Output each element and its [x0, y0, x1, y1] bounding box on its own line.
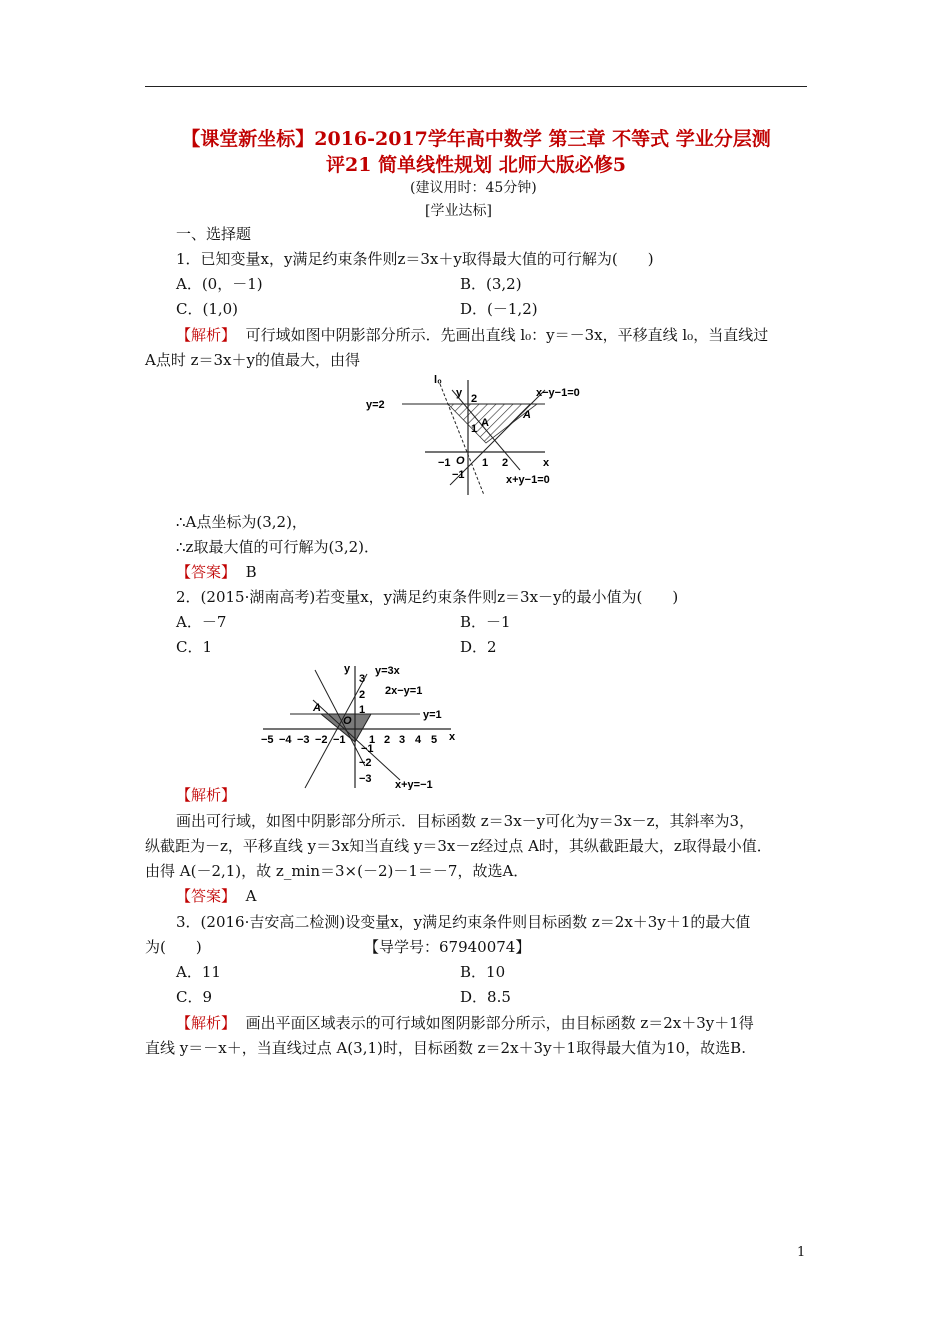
- q1-option-b: B．(3,2): [460, 275, 522, 293]
- q1-tick-x-2: 2: [502, 457, 509, 469]
- q3-option-a: A．11: [176, 963, 221, 981]
- q2-tick-x-neg4: −4: [279, 734, 292, 746]
- q1-analysis-2: A点时 z＝3x＋y的值最大，由得: [145, 351, 360, 369]
- section-heading: 一、选择题: [176, 225, 252, 243]
- q2-label-origin: O: [343, 715, 352, 727]
- q2-option-c: C．1: [176, 638, 213, 656]
- q3-analysis-1: 画出平面区域表示的可行域如图阴影部分所示，由目标函数 z＝2x＋3y＋1得: [245, 1014, 754, 1032]
- q2-analysis-label: [176, 785, 236, 805]
- q1-label-point-a: A: [523, 409, 531, 421]
- q2-answer-row: [176, 886, 256, 906]
- q2-label-2x: 2x−y=1: [385, 685, 423, 697]
- q3-analysis-row: [176, 1013, 754, 1033]
- q1-conclusion-2: ∴z取最大值的可行解为(3,2)．: [176, 538, 380, 556]
- q1-label-y2: y=2: [366, 399, 385, 411]
- q2-label-point-a: A: [313, 702, 321, 714]
- q1-tick-x-1: 1: [482, 457, 489, 469]
- q1-analysis-row: [176, 325, 768, 345]
- q2-tick-x-5: 5: [431, 734, 438, 746]
- q1-label-line-b: x+y−1=0: [506, 474, 550, 486]
- q3-stem-1: 3．(2016·吉安高二检测)设变量x，y满足约束条件则目标函数 z＝2x＋3y＋1的最大值: [176, 913, 751, 931]
- q3-stem-2: 为( ): [145, 938, 202, 956]
- document-title: [140, 126, 812, 178]
- q1-stem: 1．已知变量x，y满足约束条件则z＝3x＋y取得最大值的可行解为( ): [176, 250, 654, 268]
- q1-tick-y-1: 1: [471, 423, 478, 435]
- q2-analysis-3: 由得 A(－2,1)，故 z_min＝3×(－2)－1＝－7，故选A．: [145, 862, 529, 880]
- q2-analysis-tag: 【解析】: [176, 786, 237, 804]
- q1-figure: [360, 370, 600, 500]
- q2-label-y-axis: y: [344, 663, 351, 675]
- page-number: 1: [797, 1245, 806, 1260]
- q1-tick-x-neg1: −1: [438, 457, 451, 469]
- q2-figure: [255, 660, 465, 790]
- q1-option-c: C．(1,0): [176, 300, 239, 318]
- q1-option-d: D．(－1,2): [460, 300, 538, 318]
- q2-tick-x-4: 4: [415, 734, 422, 746]
- q2-answer-label: 【答案】: [176, 887, 237, 905]
- q2-tick-x-3: 3: [399, 734, 406, 746]
- q1-label-origin: O: [456, 455, 465, 467]
- title-line-2: 评21 简单线性规划 北师大版必修5: [326, 154, 626, 176]
- q3-option-d: D．8.5: [460, 988, 511, 1006]
- q1-label-x-axis: x: [543, 457, 550, 469]
- q3-option-b: B．10: [460, 963, 506, 981]
- q1-tick-y-2: 2: [471, 393, 478, 405]
- q2-option-a: A．－7: [176, 613, 227, 631]
- q2-tick-y-neg3: −3: [359, 773, 372, 785]
- q2-tick-x-neg5: −5: [261, 734, 274, 746]
- q3-option-c: C．9: [176, 988, 213, 1006]
- q2-tick-x-neg3: −3: [297, 734, 310, 746]
- q2-tick-x-2: 2: [384, 734, 391, 746]
- q2-tick-y-3: 3: [359, 673, 366, 685]
- section-label: [学业达标]: [425, 203, 492, 219]
- q2-tick-y-2: 2: [359, 689, 366, 701]
- q3-analysis-2: 直线 y＝－x＋，当直线过点 A(3,1)时，目标函数 z＝2x＋3y＋1取得最大值为10，故选B.: [145, 1039, 746, 1057]
- q1-option-a: A．(0，－1): [176, 275, 263, 293]
- q2-tick-y-1: 1: [359, 704, 366, 716]
- q1-answer: B: [245, 563, 257, 581]
- q1-label-line-a: x−y−1=0: [536, 387, 580, 399]
- q1-label-l0: l₀: [434, 374, 443, 386]
- q2-tick-x-neg1: −1: [333, 734, 346, 746]
- q2-tick-y-neg2: −2: [359, 757, 372, 769]
- q1-conclusion-1: ∴A点坐标为(3,2)，: [176, 513, 307, 531]
- q1-analysis-label: 【解析】: [176, 326, 237, 344]
- header-rule: [145, 86, 807, 87]
- q1-analysis-1: 可行域如图中阴影部分所示．先画出直线 l₀：y＝－3x，平移直线 l₀，当直线过: [245, 326, 769, 344]
- q2-tick-y-neg1: −1: [361, 743, 374, 755]
- q2-stem: 2．(2015·湖南高考)若变量x，y满足约束条件则z＝3x－y的最小值为( ): [176, 588, 679, 606]
- time-note: (建议用时：45分钟): [410, 180, 537, 196]
- q2-option-b: B．－1: [460, 613, 511, 631]
- q1-label-point-a-lower: A: [481, 417, 489, 429]
- q2-label-y1: y=1: [423, 709, 442, 721]
- q2-label-sum: x+y=−1: [395, 779, 433, 790]
- q3-analysis-label: 【解析】: [176, 1014, 237, 1032]
- q2-tick-x-1: 1: [369, 734, 376, 746]
- q1-answer-label: 【答案】: [176, 563, 237, 581]
- q2-label-x-axis: x: [449, 731, 456, 743]
- q2-label-3x: y=3x: [375, 665, 400, 677]
- q3-guide-number: 【导学号：67940074】: [364, 938, 531, 956]
- q2-answer: A: [245, 887, 257, 905]
- q1-label-y-axis: y: [456, 387, 463, 399]
- q2-analysis-1: 画出可行域，如图中阴影部分所示．目标函数 z＝3x－y可化为y＝3x－z，其斜率为3，: [176, 812, 755, 830]
- q2-analysis-2: 纵截距为－z，平移直线 y＝3x知当直线 y＝3x－z经过点 A时，其纵截距最大，z取得最小值．: [145, 837, 772, 855]
- title-line-1: 【课堂新坐标】2016-2017学年高中数学 第三章 不等式 学业分层测: [181, 128, 771, 150]
- q2-tick-x-neg2: −2: [315, 734, 328, 746]
- q1-tick-y-neg1: −1: [452, 469, 465, 481]
- q2-option-d: D．2: [460, 638, 497, 656]
- q1-answer-row: [176, 562, 257, 582]
